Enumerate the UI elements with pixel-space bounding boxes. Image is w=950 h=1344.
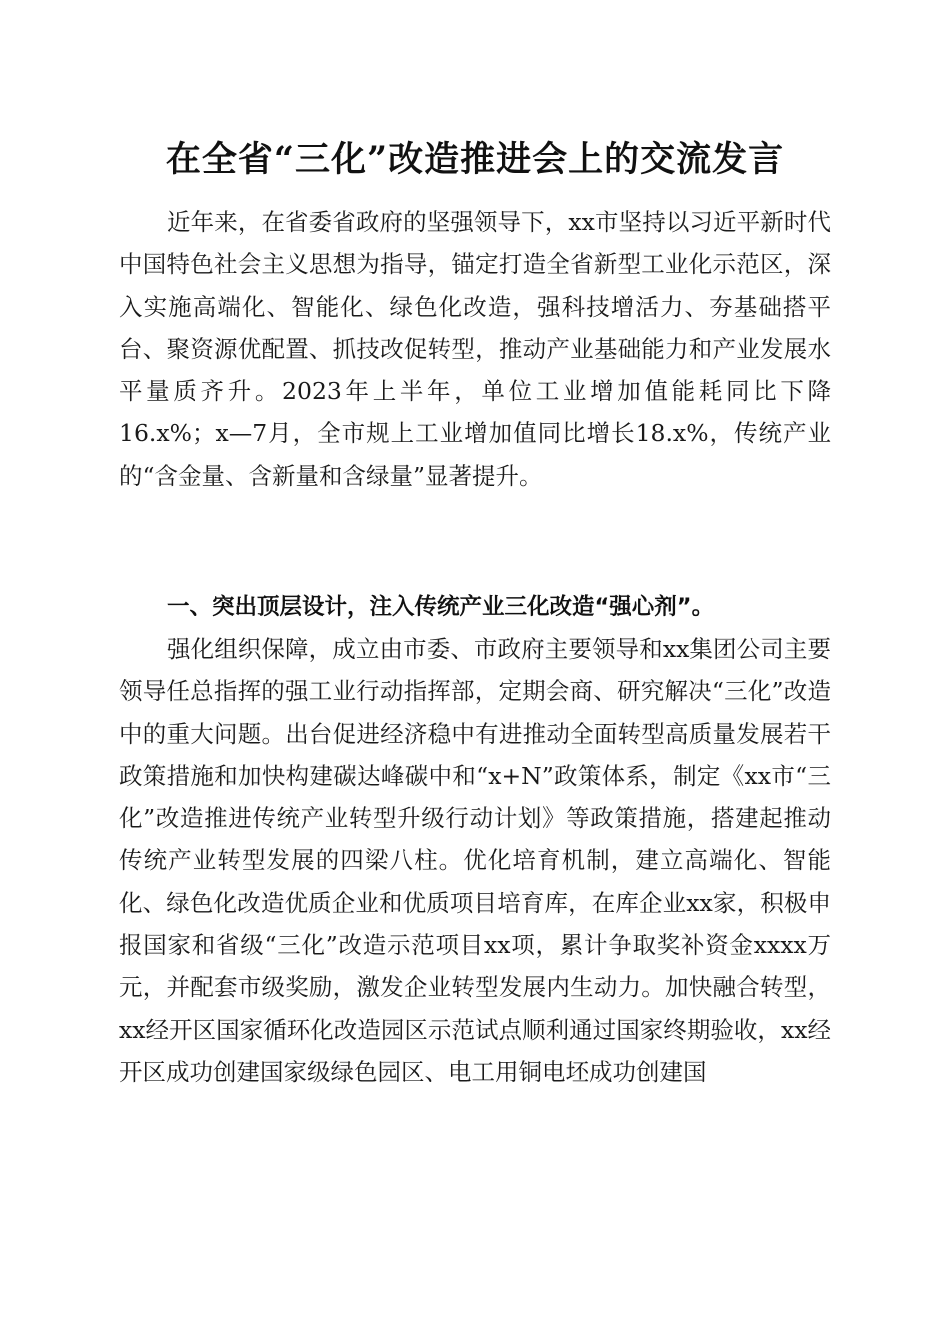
section-paragraph: 强化组织保障，成立由市委、市政府主要领导和xx集团公司主要领导任总指挥的强工业行动指挥部，定期会商、研究解决“三化”改造中的重大问题。出台促进经济稳中有进推动全面转型高质量发展若干政策措施和加快构建碳达峰碳中和“x+N”政策体系，制定《xx市“三化”改造推进传统产业转型升级行动计划》等政策措施，搭建起推动传统产业转型发展的四梁八柱。优化培育机制，建立高端化、智能化、绿色化改造优质企业和优质项目培育库，在库企业xx家，积极申报国家和省级“三化”改造示范项目xx项，累计争取奖补资金xxxx万元，并配套市级奖励，激发企业转型发展内生动力。加快融合转型，xx经开区国家循环化改造园区示范试点顺利通过国家终期验收，xx经开区成功创建国家级绿色园区、电工用铜电坯成功创建国 [119, 635, 831, 1086]
document-title: 在全省“三化”改造推进会上的交流发言 [165, 139, 785, 180]
intro-paragraph: 近年来，在省委省政府的坚强领导下，xx市坚持以习近平新时代中国特色社会主义思想为指导，锚定打造全省新型工业化示范区，深入实施高端化、智能化、绿色化改造，强科技增活力、夯基础搭平台、聚资源优配置、抓技改促转型，推动产业基础能力和产业发展水平量质齐升。2023年上半年，单位工业增加值能耗同比下降16.x%；x—7月，全市规上工业增加值同比增长18.x%，传统产业的“含金量、含新量和含绿量”显著提升。 [119, 208, 831, 490]
section-heading: 一、突出顶层设计，注入传统产业三化改造“强心剂”。 [167, 594, 715, 620]
